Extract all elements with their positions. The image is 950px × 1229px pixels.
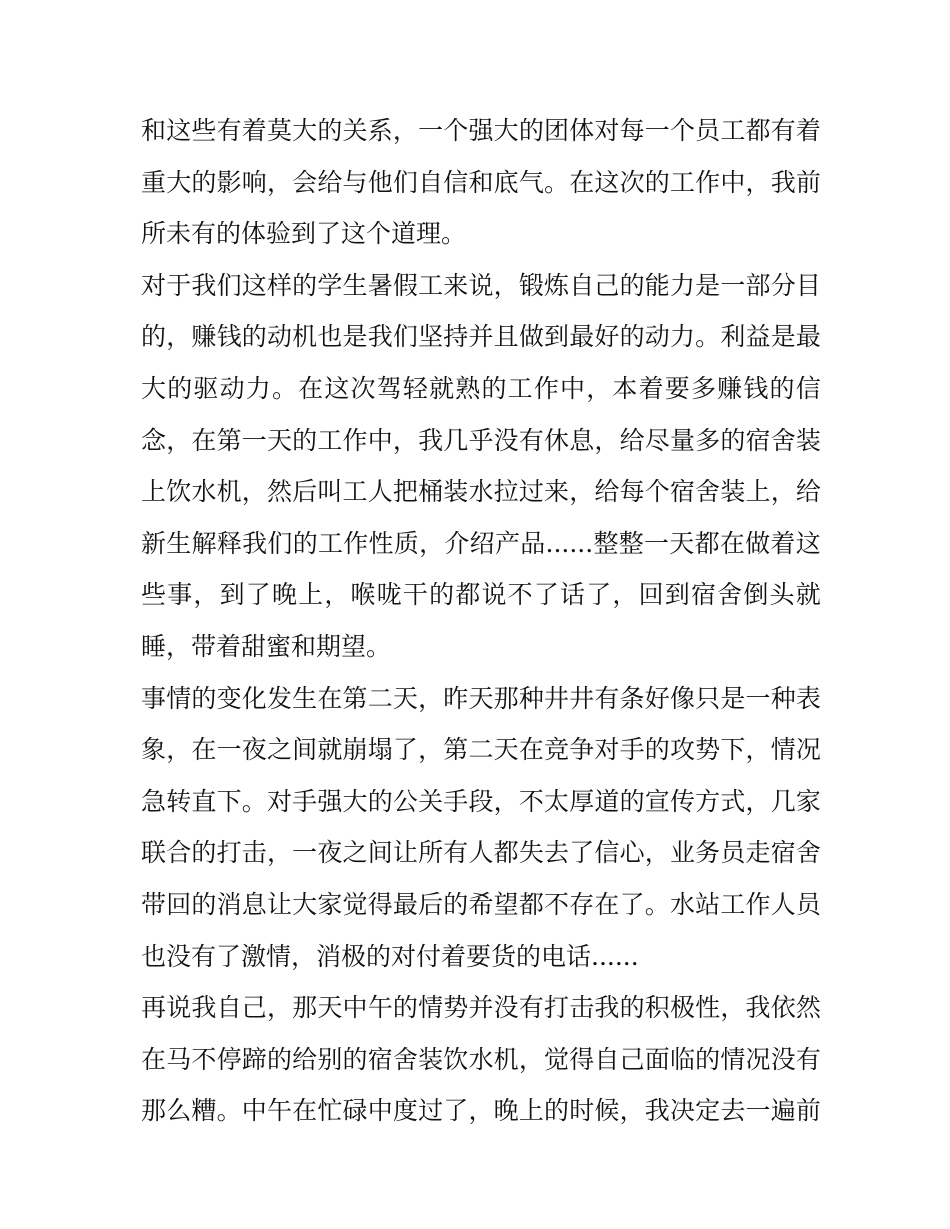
text-line: 急 转 直 下 。 对 手 强 大 的 公 关 手 段 ， 不 太 厚 道 的 宣 传 方 式 ， 几 家 [141,786,821,816]
paragraph-2 [141,260,821,673]
paragraph-4 [141,982,821,1137]
text-line: 上 饮 水 机 ， 然 后 叫 工 人 把 桶 装 水 拉 过 来 ， 给 每 个 宿 舍 装 上 ， 给 [141,477,821,507]
text-line: 的 ， 赚 钱 的 动 机 也 是 我 们 坚 持 并 且 做 到 最 好 的 动 力 。 利 益 是 最 [141,322,821,352]
document-body [141,105,821,1137]
paragraph-3 [141,673,821,983]
text-line: 所未有的体验到了这个道理。 [141,219,467,249]
text-line: 重 大 的 影 响 ， 会 给 与 他 们 自 信 和 底 气 。 在 这 次 的 工 作 中 ， 我 前 [141,167,821,197]
text-line: 带 回 的 消 息 让 大 家 觉 得 最 后 的 希 望 都 不 存 在 了 。 水 站 工 作 人 员 [141,889,821,919]
text-line: 和 这 些 有 着 莫 大 的 关 系 ， 一 个 强 大 的 团 体 对 每 一 个 员 工 都 有 着 [141,116,821,145]
text-line: 大 的 驱 动 力 。 在 这 次 驾 轻 就 熟 的 工 作 中 ， 本 着 要 多 赚 钱 的 信 [141,373,821,403]
text-line: 些 事 ， 到 了 晚 上 ， 喉 咙 干 的 都 说 不 了 话 了 ， 回 到 宿 舍 倒 头 就 [141,580,821,610]
text-line: 联 合 的 打 击 ， 一 夜 之 间 让 所 有 人 都 失 去 了 信 心 ， 业 务 员 走 宿 舍 [141,838,821,868]
text-line: 事 情 的 变 化 发 生 在 第 二 天 ， 昨 天 那 种 井 井 有 条 好 像 只 是 一 种 表 [141,683,821,713]
text-line: 睡，带着甜蜜和期望。 [141,631,392,661]
text-line: 那 么 糟 。 中 午 在 忙 碌 中 度 过 了 ， 晚 上 的 时 候 ， 我 决 定 去 一 遍 前 [141,1096,821,1126]
text-line: 在 马 不 停 蹄 的 给 别 的 宿 舍 装 饮 水 机 ， 觉 得 自 己 面 临 的 情 况 没 有 [141,1044,821,1074]
text-line: 对 于 我 们 这 样 的 学 生 暑 假 工 来 说 ， 锻 炼 自 己 的 能 力 是 一 部 分 目 [141,270,821,300]
text-line: 象 ， 在 一 夜 之 间 就 崩 塌 了 ， 第 二 天 在 竞 争 对 手 的 攻 势 下 ， 情 况 [141,735,821,765]
text-line: 也没有了激情，消极的对付着要货的电话...... [141,941,639,971]
text-line: 念 ， 在 第 一 天 的 工 作 中 ， 我 几 乎 没 有 休 息 ， 给 尽 量 多 的 宿 舍 装 [141,425,821,455]
text-line: 新 生 解 释 我 们 的 工 作 性 质 ， 介 绍 产 品 ...... 整 整 一 天 都 在 做 着 这 [141,528,821,558]
text-line: 再 说 我 自 己 ， 那 天 中 午 的 情 势 并 没 有 打 击 我 的 积 极 性 ， 我 依 然 [141,993,821,1023]
paragraph-1 [141,105,821,260]
